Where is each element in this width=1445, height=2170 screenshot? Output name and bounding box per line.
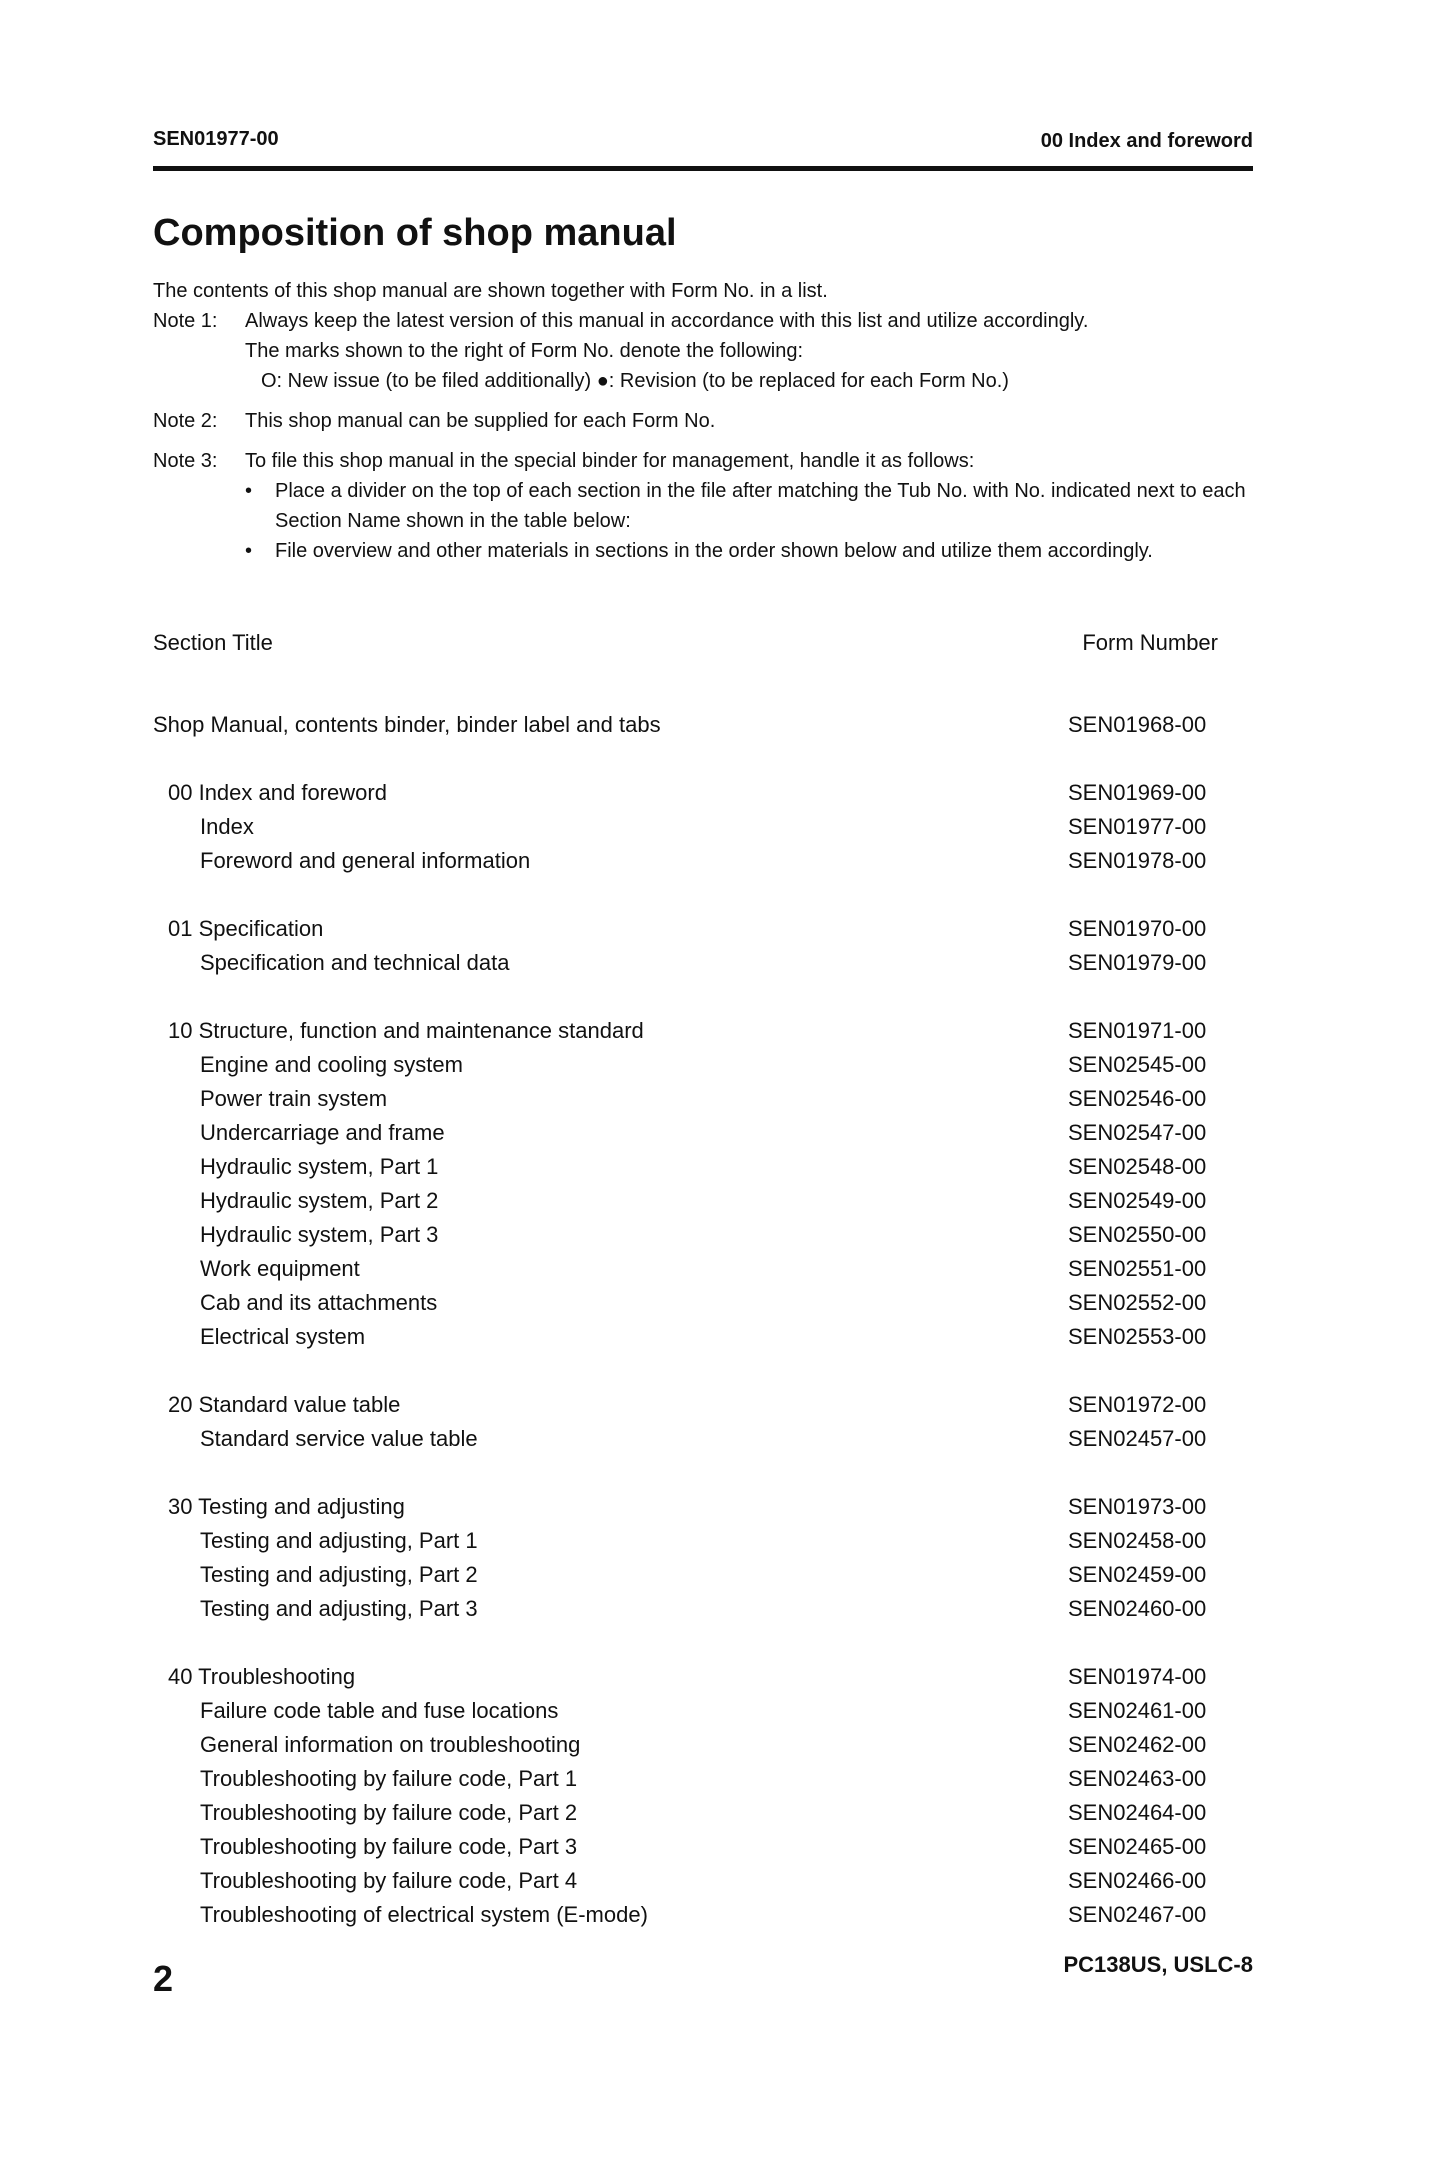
form-number-cell: SEN02458-00 bbox=[1068, 1528, 1207, 1553]
header-doc-id: SEN01977-00 bbox=[153, 128, 279, 150]
table-row bbox=[153, 912, 1218, 946]
form-number-cell: SEN02457-00 bbox=[1068, 1426, 1207, 1451]
section-title-cell: Electrical system bbox=[200, 1324, 366, 1349]
section-title-cell: Specification and technical data bbox=[200, 950, 510, 975]
note-1-line-2: The marks shown to the right of Form No. denote the following: bbox=[245, 340, 804, 362]
form-number-cell: SEN02467-00 bbox=[1068, 1902, 1207, 1927]
table-row bbox=[153, 1898, 1218, 1932]
page-number: 2 bbox=[153, 1958, 174, 1999]
table-row bbox=[153, 1524, 1218, 1558]
table-row bbox=[153, 1014, 1218, 1048]
form-number-cell: SEN02460-00 bbox=[1068, 1596, 1207, 1621]
table-row bbox=[153, 1218, 1218, 1252]
table-row bbox=[153, 1252, 1218, 1286]
table-row bbox=[153, 1762, 1218, 1796]
section-title-cell: Troubleshooting by failure code, Part 1 bbox=[200, 1766, 578, 1791]
bullet-text: Place a divider on the top of each section in the file after matching the Tub No. with No. indicated next to each Section Name shown in the table below: bbox=[275, 480, 1246, 532]
table-row bbox=[153, 1116, 1218, 1150]
section-title-cell: 40 Troubleshooting bbox=[168, 1664, 356, 1689]
table-row bbox=[153, 1320, 1218, 1354]
table-row bbox=[153, 1082, 1218, 1116]
table-group bbox=[153, 1490, 1218, 1626]
column-header-section-title: Section Title bbox=[153, 630, 273, 655]
section-title-cell: 30 Testing and adjusting bbox=[168, 1494, 405, 1519]
page-title: Composition of shop manual bbox=[153, 212, 677, 254]
table-row bbox=[153, 776, 1218, 810]
section-title-cell: 00 Index and foreword bbox=[168, 780, 387, 805]
table-group bbox=[153, 1014, 1218, 1354]
form-number-cell: SEN02463-00 bbox=[1068, 1766, 1207, 1791]
table-row bbox=[153, 1694, 1218, 1728]
note-3-bullet-2 bbox=[245, 536, 1253, 566]
column-header-form-number: Form Number bbox=[1082, 630, 1218, 655]
table-body bbox=[153, 708, 1218, 1932]
section-title-cell: Testing and adjusting, Part 2 bbox=[200, 1562, 478, 1587]
section-table bbox=[153, 630, 1218, 1966]
table-group bbox=[153, 708, 1218, 742]
note-3 bbox=[153, 446, 1253, 566]
section-title-cell: Index bbox=[200, 814, 254, 839]
form-number-cell: SEN01971-00 bbox=[1068, 1018, 1207, 1043]
header-section-name: 00 Index and foreword bbox=[1040, 130, 1253, 152]
bullet-marker: • bbox=[245, 480, 253, 502]
form-number-cell: SEN01973-00 bbox=[1068, 1494, 1207, 1519]
table-row bbox=[153, 708, 1218, 742]
table-row bbox=[153, 1830, 1218, 1864]
note-3-text: To file this shop manual in the special binder for management, handle it as follows: bbox=[245, 450, 975, 472]
table-row bbox=[153, 1150, 1218, 1184]
section-title-cell: Engine and cooling system bbox=[200, 1052, 463, 1077]
table-row bbox=[153, 1048, 1218, 1082]
intro-line: The contents of this shop manual are shown together with Form No. in a list. bbox=[153, 280, 828, 302]
table-header bbox=[153, 630, 1218, 660]
note-3-bullet-1 bbox=[245, 476, 1253, 536]
section-title-cell: Testing and adjusting, Part 1 bbox=[200, 1528, 478, 1553]
table-row bbox=[153, 1864, 1218, 1898]
form-number-cell: SEN02465-00 bbox=[1068, 1834, 1207, 1859]
note-1-line-1: Always keep the latest version of this manual in accordance with this list and utilize accordingly. bbox=[245, 310, 1089, 332]
note-3-label: Note 3: bbox=[153, 450, 218, 472]
table-group bbox=[153, 776, 1218, 878]
form-number-cell: SEN02466-00 bbox=[1068, 1868, 1207, 1893]
form-number-cell: SEN02546-00 bbox=[1068, 1086, 1207, 1111]
form-number-cell: SEN01978-00 bbox=[1068, 848, 1207, 873]
form-number-cell: SEN01979-00 bbox=[1068, 950, 1207, 975]
table-row bbox=[153, 810, 1218, 844]
section-title-cell: Foreword and general information bbox=[200, 848, 531, 873]
table-row bbox=[153, 1660, 1218, 1694]
intro-block bbox=[153, 276, 1253, 566]
section-title-cell: Undercarriage and frame bbox=[200, 1120, 445, 1145]
table-row bbox=[153, 1728, 1218, 1762]
form-number-cell: SEN01970-00 bbox=[1068, 916, 1207, 941]
section-title-cell: Troubleshooting by failure code, Part 4 bbox=[200, 1868, 578, 1893]
section-title-cell: 20 Standard value table bbox=[168, 1392, 401, 1417]
note-2-label: Note 2: bbox=[153, 410, 218, 432]
section-title-cell: Hydraulic system, Part 2 bbox=[200, 1188, 439, 1213]
section-title-cell: Cab and its attachments bbox=[200, 1290, 438, 1315]
bullet-text: File overview and other materials in sections in the order shown below and utilize them accordingly. bbox=[275, 540, 1153, 562]
table-row bbox=[153, 1422, 1218, 1456]
section-title-cell: Testing and adjusting, Part 3 bbox=[200, 1596, 478, 1621]
note-1-label: Note 1: bbox=[153, 310, 218, 332]
note-1-marks-legend: O: New issue (to be filed additionally) ●: Revision (to be replaced for each Form No.) bbox=[261, 370, 1009, 392]
section-title-cell: 01 Specification bbox=[168, 916, 324, 941]
form-number-cell: SEN01968-00 bbox=[1068, 712, 1207, 737]
header-rule bbox=[153, 166, 1253, 171]
form-number-cell: SEN02462-00 bbox=[1068, 1732, 1207, 1757]
table-row bbox=[153, 946, 1218, 980]
table-row bbox=[153, 1558, 1218, 1592]
section-title-cell: Troubleshooting by failure code, Part 2 bbox=[200, 1800, 578, 1825]
form-number-cell: SEN02550-00 bbox=[1068, 1222, 1207, 1247]
form-number-cell: SEN02547-00 bbox=[1068, 1120, 1207, 1145]
table-row bbox=[153, 844, 1218, 878]
note-2-text: This shop manual can be supplied for each Form No. bbox=[245, 410, 716, 432]
form-number-cell: SEN02464-00 bbox=[1068, 1800, 1207, 1825]
form-number-cell: SEN02461-00 bbox=[1068, 1698, 1207, 1723]
table-row bbox=[153, 1184, 1218, 1218]
section-title-cell: Failure code table and fuse locations bbox=[200, 1698, 559, 1723]
form-number-cell: SEN02548-00 bbox=[1068, 1154, 1207, 1179]
form-number-cell: SEN01974-00 bbox=[1068, 1664, 1207, 1689]
bullet-marker: • bbox=[245, 540, 253, 562]
table-row bbox=[153, 1286, 1218, 1320]
form-number-cell: SEN02545-00 bbox=[1068, 1052, 1207, 1077]
section-title-cell: Troubleshooting of electrical system (E-mode) bbox=[200, 1902, 648, 1927]
note-2 bbox=[153, 406, 1253, 436]
form-number-cell: SEN02549-00 bbox=[1068, 1188, 1207, 1213]
table-row bbox=[153, 1388, 1218, 1422]
footer-model: PC138US, USLC-8 bbox=[1063, 1952, 1253, 1977]
form-number-cell: SEN02551-00 bbox=[1068, 1256, 1207, 1281]
table-row bbox=[153, 1490, 1218, 1524]
section-title-cell: Standard service value table bbox=[200, 1426, 478, 1451]
table-group bbox=[153, 1388, 1218, 1456]
note-1 bbox=[153, 306, 1253, 396]
section-title-cell: 10 Structure, function and maintenance standard bbox=[168, 1018, 644, 1043]
section-title-cell: Work equipment bbox=[200, 1256, 360, 1281]
form-number-cell: SEN01977-00 bbox=[1068, 814, 1207, 839]
table-group bbox=[153, 1660, 1218, 1932]
table-row bbox=[153, 1592, 1218, 1626]
form-number-cell: SEN01969-00 bbox=[1068, 780, 1207, 805]
section-title-cell: Hydraulic system, Part 1 bbox=[200, 1154, 439, 1179]
section-title-cell: Shop Manual, contents binder, binder label and tabs bbox=[153, 712, 661, 737]
form-number-cell: SEN02553-00 bbox=[1068, 1324, 1207, 1349]
table-group bbox=[153, 912, 1218, 980]
section-title-cell: General information on troubleshooting bbox=[200, 1732, 581, 1757]
form-number-cell: SEN02459-00 bbox=[1068, 1562, 1207, 1587]
table-row bbox=[153, 1796, 1218, 1830]
section-title-cell: Power train system bbox=[200, 1086, 388, 1111]
form-number-cell: SEN01972-00 bbox=[1068, 1392, 1207, 1417]
section-title-cell: Troubleshooting by failure code, Part 3 bbox=[200, 1834, 578, 1859]
section-title-cell: Hydraulic system, Part 3 bbox=[200, 1222, 439, 1247]
form-number-cell: SEN02552-00 bbox=[1068, 1290, 1207, 1315]
